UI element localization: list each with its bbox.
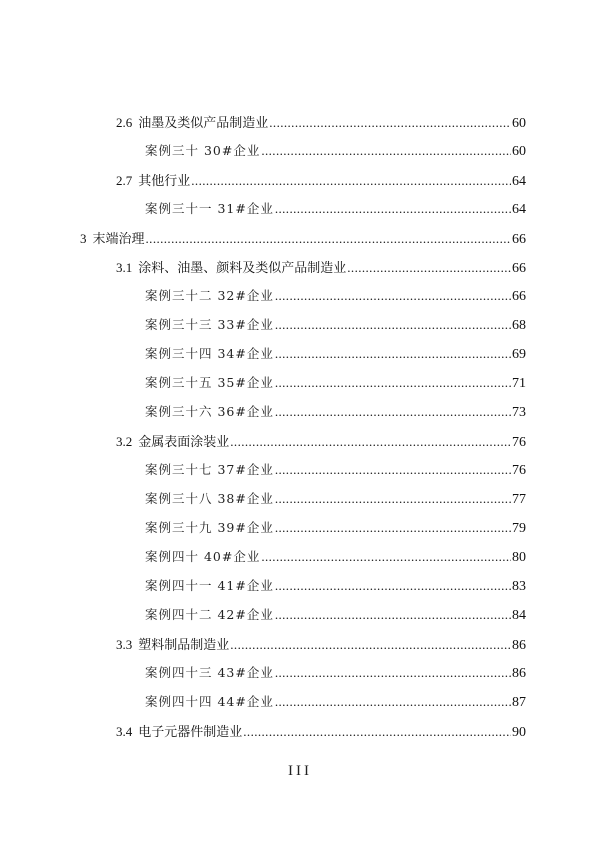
toc-entry-title: 涂料、油墨、颜料及类似产品制造业 (138, 261, 347, 276)
toc-entry-title: 其他行业 (138, 174, 191, 189)
toc-entry-page: 68 (512, 318, 526, 333)
leader-dots (146, 231, 511, 247)
leader-dots (191, 173, 511, 189)
toc-entry-title: 案例四十一 41#企业 (145, 578, 274, 593)
toc-entry-number: 3.4 (116, 724, 133, 739)
toc-entry-title: 案例三十六 36#企业 (145, 404, 274, 419)
toc-entry-title: 案例四十二 42#企业 (145, 607, 274, 622)
toc-entry-title: 案例三十八 38#企业 (145, 491, 274, 506)
toc-entry[interactable] (145, 344, 526, 364)
leader-dots (269, 115, 511, 131)
page-number: III (288, 763, 312, 779)
toc-entry-title: 案例四十四 44#企业 (145, 694, 274, 709)
leader-dots (275, 694, 511, 710)
toc-entry[interactable] (145, 605, 526, 625)
toc-entry-title: 案例三十一 31#企业 (145, 201, 274, 216)
toc-entry[interactable] (145, 460, 526, 480)
toc-entry-number: 3.3 (116, 637, 133, 652)
toc-entry-title: 案例四十 40#企业 (145, 549, 261, 564)
toc-entry-page: 84 (512, 608, 526, 623)
toc-entry[interactable] (145, 692, 526, 712)
toc-entry-title: 金属表面涂装业 (138, 435, 230, 450)
toc-entry-page: 86 (512, 666, 526, 681)
leader-dots (347, 260, 511, 276)
leader-dots (275, 520, 511, 536)
toc-entry-title: 电子元器件制造业 (138, 725, 243, 740)
leader-dots (275, 491, 511, 507)
leader-dots (275, 665, 511, 681)
leader-dots (230, 434, 511, 450)
toc-entry[interactable] (116, 431, 526, 451)
toc-entry-page: 76 (512, 463, 526, 478)
leader-dots (275, 375, 511, 391)
leader-dots (275, 317, 511, 333)
leader-dots (261, 143, 511, 159)
toc-entry-title: 油墨及类似产品制造业 (138, 116, 269, 131)
toc-entry-number: 3 (80, 231, 87, 246)
toc-entry[interactable] (145, 199, 526, 219)
leader-dots (275, 288, 511, 304)
toc-entry[interactable] (145, 315, 526, 335)
toc-entry-page: 64 (512, 174, 526, 189)
toc-entry-title: 案例三十五 35#企业 (145, 375, 274, 390)
leader-dots (275, 607, 511, 623)
toc-entry-number: 3.2 (116, 434, 133, 449)
toc-entry-page: 80 (512, 550, 526, 565)
toc-entry-page: 76 (512, 435, 526, 450)
toc-entry-page: 77 (512, 492, 526, 507)
leader-dots (275, 201, 511, 217)
leader-dots (275, 346, 511, 362)
toc-entry-page: 66 (512, 232, 526, 247)
toc-entry-title: 案例三十九 39#企业 (145, 520, 274, 535)
toc-entry-title: 案例三十四 34#企业 (145, 346, 274, 361)
toc-entry[interactable] (145, 373, 526, 393)
toc-entry-number: 3.1 (116, 260, 133, 275)
leader-dots (243, 724, 511, 740)
toc-entry-number: 2.7 (116, 173, 133, 188)
leader-dots (261, 549, 511, 565)
toc-entry-page: 64 (512, 202, 526, 217)
toc-entry[interactable] (145, 402, 526, 422)
toc-entry[interactable] (145, 489, 526, 509)
toc-entry[interactable] (116, 634, 526, 654)
toc-entry[interactable] (145, 141, 526, 161)
toc-entry-page: 87 (512, 695, 526, 710)
toc-entry[interactable] (145, 547, 526, 567)
toc-entry[interactable] (116, 112, 526, 132)
toc-entry-page: 90 (512, 725, 526, 740)
toc-entry-page: 66 (512, 289, 526, 304)
toc-entry[interactable] (80, 228, 526, 248)
leader-dots (275, 404, 511, 420)
leader-dots (275, 462, 511, 478)
leader-dots (275, 578, 511, 594)
toc-entry-page: 83 (512, 579, 526, 594)
toc-entry[interactable] (116, 170, 526, 190)
toc-entry[interactable] (145, 518, 526, 538)
toc-entry-number: 2.6 (116, 115, 133, 130)
toc-entry-title: 末端治理 (92, 232, 145, 247)
toc-entry[interactable] (145, 663, 526, 683)
toc-entry-title: 塑料制品制造业 (138, 638, 230, 653)
toc-entry-page: 60 (512, 144, 526, 159)
toc-entry-title: 案例三十二 32#企业 (145, 288, 274, 303)
toc-entry-page: 60 (512, 116, 526, 131)
toc-entry-title: 案例四十三 43#企业 (145, 665, 274, 680)
toc-entry[interactable] (116, 721, 526, 741)
toc-entry-page: 79 (512, 521, 526, 536)
toc-entry-title: 案例三十七 37#企业 (145, 462, 274, 477)
toc-entry[interactable] (145, 286, 526, 306)
toc-entry[interactable] (145, 576, 526, 596)
toc-entry-title: 案例三十三 33#企业 (145, 317, 274, 332)
toc-entry-title: 案例三十 30#企业 (145, 143, 261, 158)
toc-entry-page: 71 (512, 376, 526, 391)
toc-entry[interactable] (116, 257, 526, 277)
toc-entry-page: 73 (512, 405, 526, 420)
toc-entry-page: 86 (512, 638, 526, 653)
toc-entry-page: 69 (512, 347, 526, 362)
toc-entry-page: 66 (512, 261, 526, 276)
leader-dots (230, 637, 511, 653)
